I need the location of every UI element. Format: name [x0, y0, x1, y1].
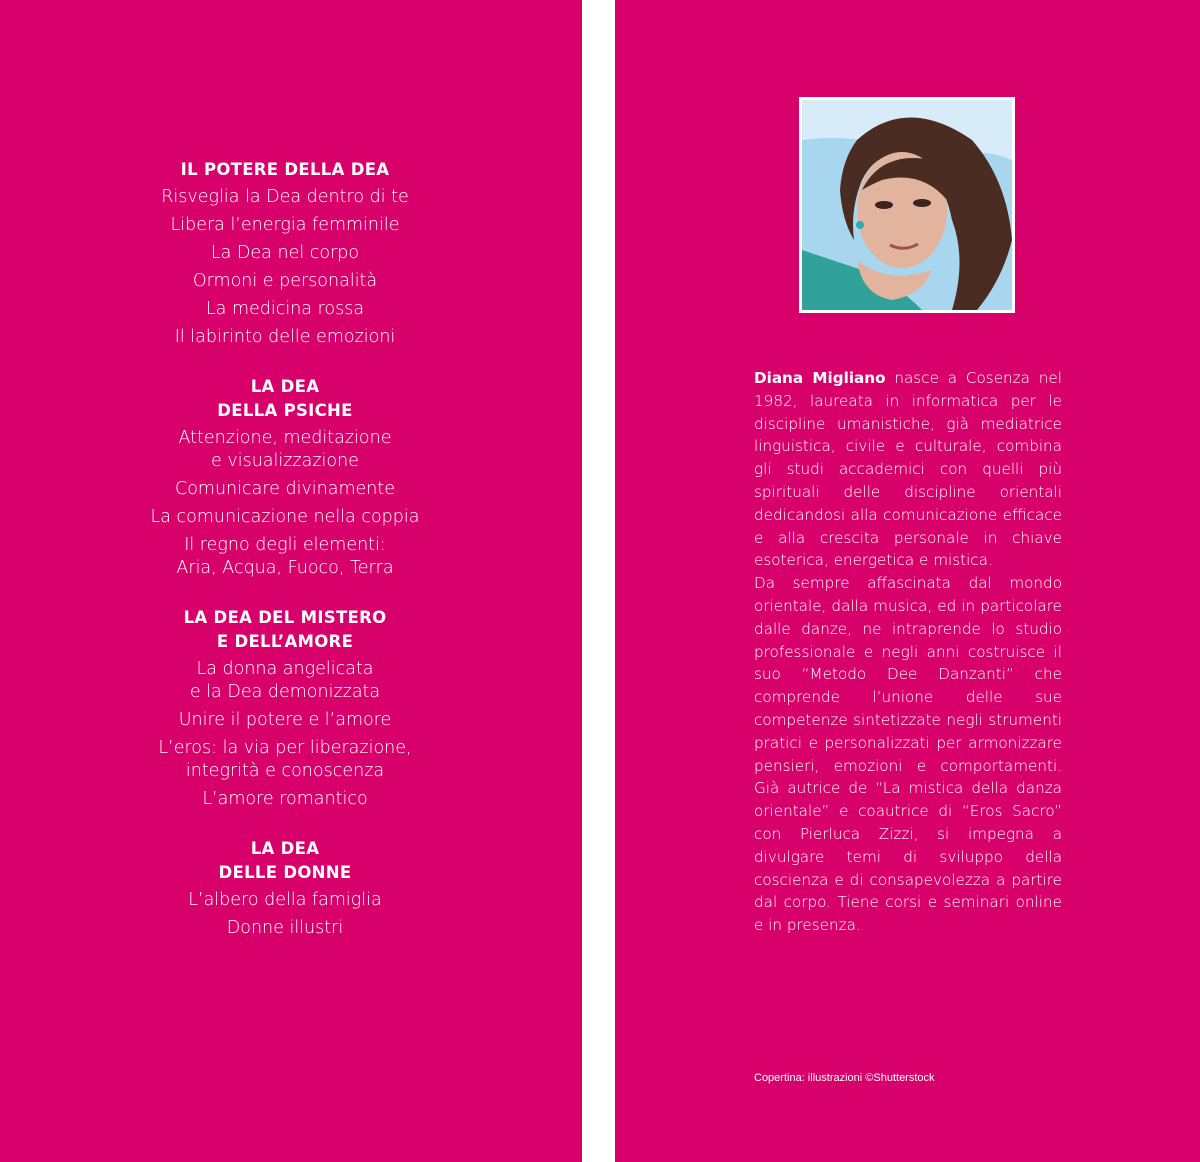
- toc-item: [0, 917, 570, 940]
- author-photo: [802, 100, 1012, 310]
- table-of-contents: [0, 158, 570, 966]
- toc-item: [0, 889, 570, 912]
- toc-section-title-line: E DELL’AMORE: [216, 632, 354, 651]
- toc-item-line: La Dea nel corpo: [210, 243, 360, 263]
- toc-item-line: e la Dea demonizzata: [189, 682, 381, 702]
- toc-item-line: L’eros: la via per liberazione,: [158, 738, 412, 758]
- toc-item: [0, 298, 570, 321]
- toc-item-line: Attenzione, meditazione: [178, 428, 392, 448]
- toc-item: [0, 326, 570, 349]
- toc-item-line: La comunicazione nella coppia: [150, 507, 420, 527]
- author-name: Diana Migliano: [754, 369, 886, 387]
- author-biography: [754, 367, 1062, 937]
- toc-item: [0, 788, 570, 811]
- toc-item: [0, 478, 570, 501]
- toc-item-line: Il regno degli elementi:: [184, 535, 386, 555]
- bio-paragraph-1: [754, 367, 1062, 572]
- toc-item: [0, 534, 570, 580]
- toc-item-line: Libera l’energia femminile: [170, 215, 400, 235]
- toc-item-line: L’albero della famiglia: [188, 890, 382, 910]
- toc-item-line: La donna angelicata: [196, 659, 374, 679]
- toc-section-title-line: LA DEA: [250, 839, 320, 858]
- toc-item-line: L’amore romantico: [202, 789, 368, 809]
- toc-item: [0, 658, 570, 704]
- toc-section-title: [0, 837, 570, 885]
- toc-section-title-line: DELLE DONNE: [218, 863, 352, 882]
- toc-item-line: Risveglia la Dea dentro di te: [161, 187, 409, 207]
- toc-item: [0, 506, 570, 529]
- left-flap: [0, 0, 582, 1162]
- toc-item: [0, 270, 570, 293]
- toc-item-line: Unire il potere e l’amore: [178, 710, 392, 730]
- toc-section-title: [0, 606, 570, 654]
- toc-item: [0, 186, 570, 209]
- toc-section: [0, 158, 570, 349]
- toc-section-title-line: IL POTERE DELLA DEA: [180, 160, 390, 179]
- toc-section: [0, 837, 570, 940]
- toc-item: [0, 214, 570, 237]
- toc-item: [0, 737, 570, 783]
- toc-section-title-line: LA DEA: [250, 377, 320, 396]
- toc-item-line: integrità e conoscenza: [185, 761, 385, 781]
- toc-item-line: La medicina rossa: [205, 299, 365, 319]
- bio-paragraph-2: Da sempre affascinata dal mondo orientale, dalla musica, ed in particolare dalle danze, ne intraprende lo studio professionale e negli anni costruisce il suo “Metodo Dee Danzanti” che comprende l’unione delle sue competenze sintetizzate negli strumenti pratici e personalizzati per armonizzare pensieri, emozioni e comportamenti. Già autrice de “La mistica della danza orientale” e coautrice di “Eros Sacro” con Pierluca Zizzi, si impegna a divulgare temi di sviluppo della coscienza e di consapevolezza a partire dal corpo. Tiene corsi e seminari online e in presenza.: [754, 574, 1062, 935]
- toc-section: [0, 375, 570, 580]
- author-portrait-illustration: [802, 100, 1012, 310]
- toc-item: [0, 242, 570, 265]
- toc-section-title: [0, 158, 570, 182]
- toc-item-line: Il labirinto delle emozioni: [174, 327, 396, 347]
- right-flap: [615, 0, 1200, 1162]
- bio-text: nasce a Cosenza nel 1982, laureata in informatica per le discipline umanistiche, già mediatrice linguistica, civile e culturale, combina gli studi accademici con quelli più spirituali delle discipline orientali dedicandosi alla comunicazione efficace e alla crescita personale in chiave esoterica, energetica e mistica.: [754, 369, 1062, 570]
- toc-item-line: Ormoni e personalità: [192, 271, 378, 291]
- toc-item-line: Donne illustri: [226, 918, 344, 938]
- toc-item: [0, 427, 570, 473]
- toc-item-line: Comunicare divinamente: [174, 479, 396, 499]
- toc-section-title-line: LA DEA DEL MISTERO: [183, 608, 387, 627]
- toc-item-line: Aria, Acqua, Fuoco, Terra: [176, 558, 394, 578]
- toc-section-title: [0, 375, 570, 423]
- cover-credit: Copertina: illustrazioni ©Shutterstock: [754, 1072, 935, 1084]
- toc-item-line: e visualizzazione: [211, 451, 359, 471]
- toc-item: [0, 709, 570, 732]
- toc-section: [0, 606, 570, 811]
- author-photo-frame: [799, 97, 1015, 313]
- toc-section-title-line: DELLA PSICHE: [217, 401, 353, 420]
